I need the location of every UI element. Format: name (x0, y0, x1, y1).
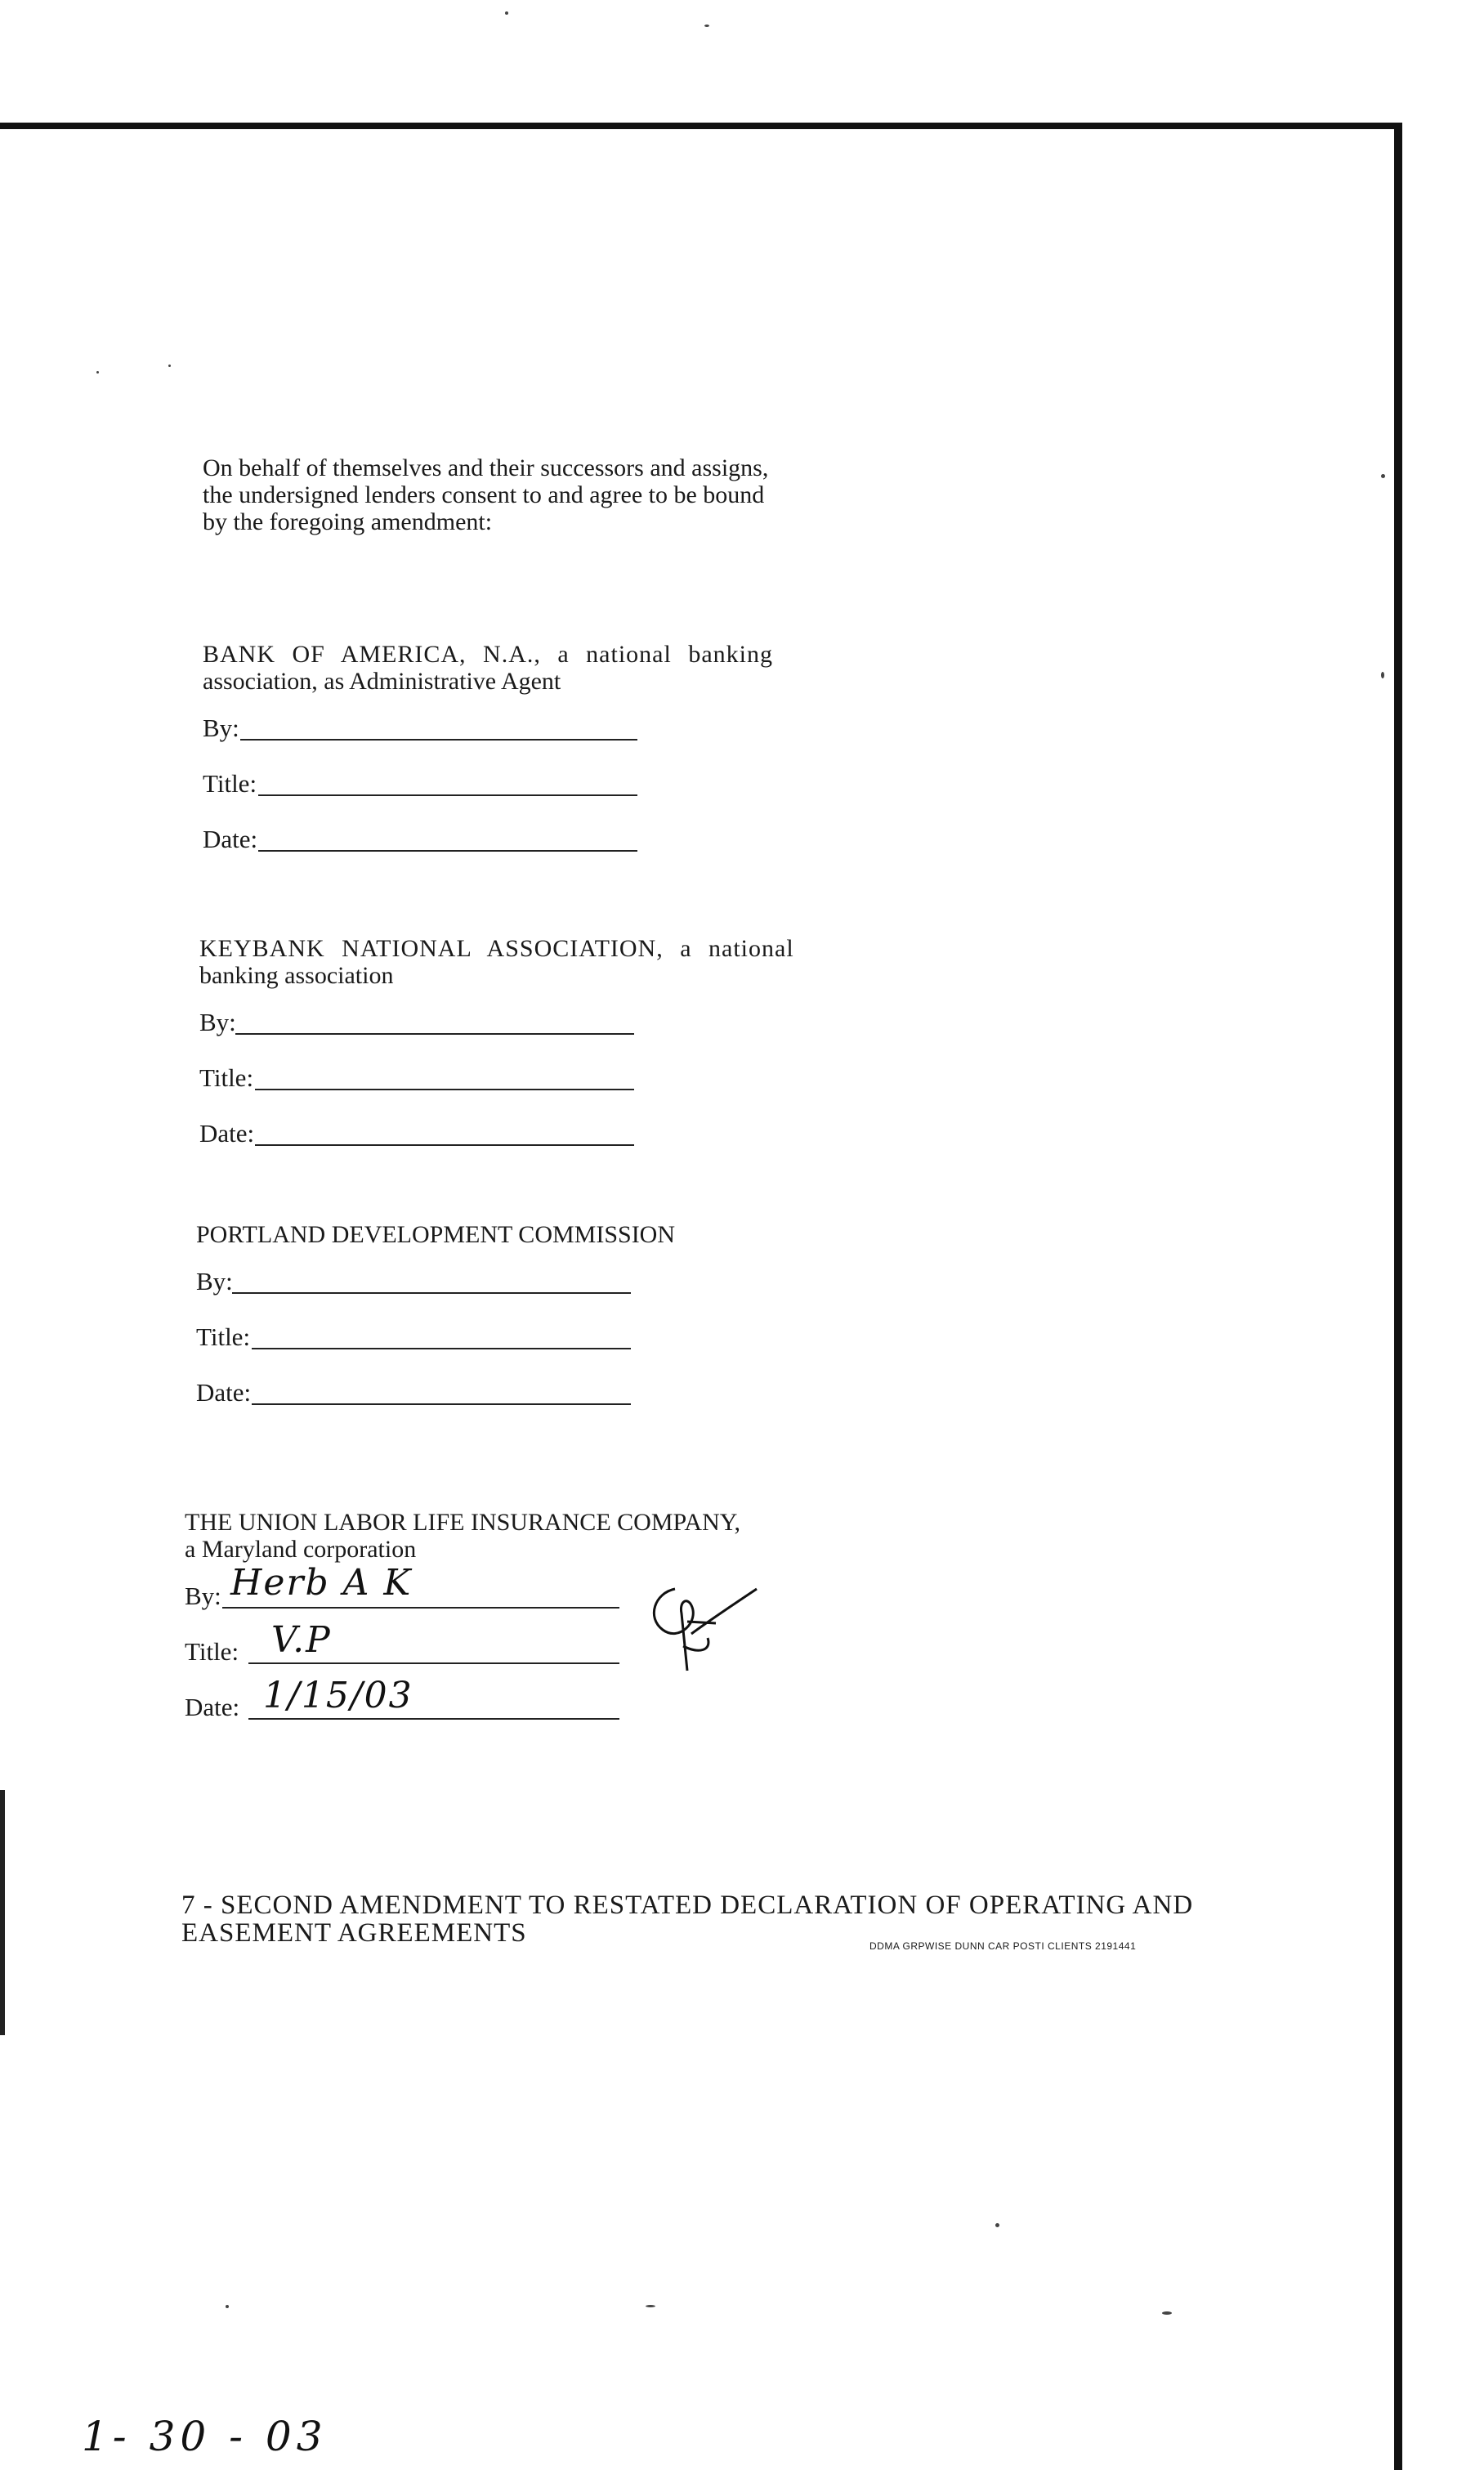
by-line[interactable] (232, 1292, 631, 1294)
title-value: V.P (271, 1619, 332, 1661)
scan-speck (1381, 474, 1385, 478)
date-field (203, 826, 807, 853)
title-field (196, 1323, 801, 1351)
title-field (199, 1064, 804, 1092)
by-label: By: (196, 1267, 233, 1295)
title-label: Title: (196, 1322, 251, 1351)
entity-name: KEYBANK NATIONAL ASSOCIATION, a national (199, 935, 794, 962)
scan-speck (1162, 2311, 1172, 2315)
date-line[interactable] (258, 850, 637, 852)
scan-speck (646, 2305, 655, 2307)
page-edge-right (1394, 123, 1402, 2470)
signature-block-portland-development-commission (196, 1221, 801, 1407)
by-field (199, 1009, 804, 1036)
entity-name: THE UNION LABOR LIFE INSURANCE COMPANY, (185, 1509, 741, 1536)
scan-speck (704, 25, 709, 27)
signature-block-bank-of-america (203, 641, 807, 853)
date-field (196, 1379, 801, 1407)
intro-line: On behalf of themselves and their successors and assigns, (203, 454, 769, 481)
scan-speck (995, 2223, 999, 2227)
by-line[interactable] (235, 1033, 634, 1035)
date-line[interactable] (252, 1403, 631, 1405)
title-label: Title: (199, 1063, 254, 1092)
intro-line: by the foregoing amendment: (203, 508, 493, 535)
footer-document-title (181, 1891, 1211, 1947)
date-field (185, 1675, 789, 1721)
title-line[interactable] (255, 1089, 634, 1090)
title-line[interactable] (252, 1348, 631, 1349)
scan-speck (1381, 672, 1384, 678)
by-label: By: (185, 1582, 221, 1610)
by-field (203, 714, 807, 742)
intro-line: the undersigned lenders consent to and agree to be bound (203, 481, 765, 508)
scan-speck (168, 365, 171, 367)
entity-name: BANK OF AMERICA, N.A., a national banking (203, 641, 773, 668)
date-value: 1/15/03 (263, 1675, 413, 1716)
title-line[interactable] (248, 1662, 619, 1664)
by-label: By: (199, 1008, 236, 1036)
date-label: Date: (185, 1693, 240, 1721)
date-line[interactable] (248, 1718, 619, 1720)
intro-paragraph (203, 454, 824, 535)
document-reference: DDMA GRPWISE DUNN CAR POSTI CLIENTS 2191441 (869, 1940, 1137, 1952)
by-field (196, 1268, 801, 1295)
title-field (203, 770, 807, 798)
date-line[interactable] (255, 1144, 634, 1146)
scan-speck (96, 371, 99, 374)
handwritten-date: 1- 30 - 03 (82, 2413, 328, 2460)
page-edge-top (0, 123, 1399, 129)
page-edge-left (0, 1790, 5, 2035)
by-line[interactable] (222, 1607, 619, 1609)
title-label: Title: (203, 769, 257, 798)
date-label: Date: (199, 1119, 255, 1148)
entity-description: a Maryland corporation (185, 1536, 417, 1563)
date-field (199, 1120, 804, 1148)
entity-name: PORTLAND DEVELOPMENT COMMISSION (196, 1221, 676, 1248)
footer-title-line: 7 - SECOND AMENDMENT TO RESTATED DECLARATION OF OPERATING AND (181, 1891, 1194, 1920)
entity-description: banking association (199, 962, 394, 989)
scan-speck (505, 11, 508, 15)
entity-description: association, as Administrative Agent (203, 668, 561, 695)
signature-block-keybank (199, 935, 804, 1148)
date-label: Date: (196, 1378, 252, 1407)
scan-speck (226, 2305, 229, 2308)
title-line[interactable] (258, 794, 637, 796)
by-label: By: (203, 714, 239, 742)
initials-mark-icon (642, 1573, 765, 1679)
by-line[interactable] (240, 739, 637, 741)
title-label: Title: (185, 1637, 239, 1666)
by-value: Herb A K (230, 1562, 413, 1604)
footer-title-line: EASEMENT AGREEMENTS (181, 1918, 527, 1948)
date-label: Date: (203, 825, 258, 853)
